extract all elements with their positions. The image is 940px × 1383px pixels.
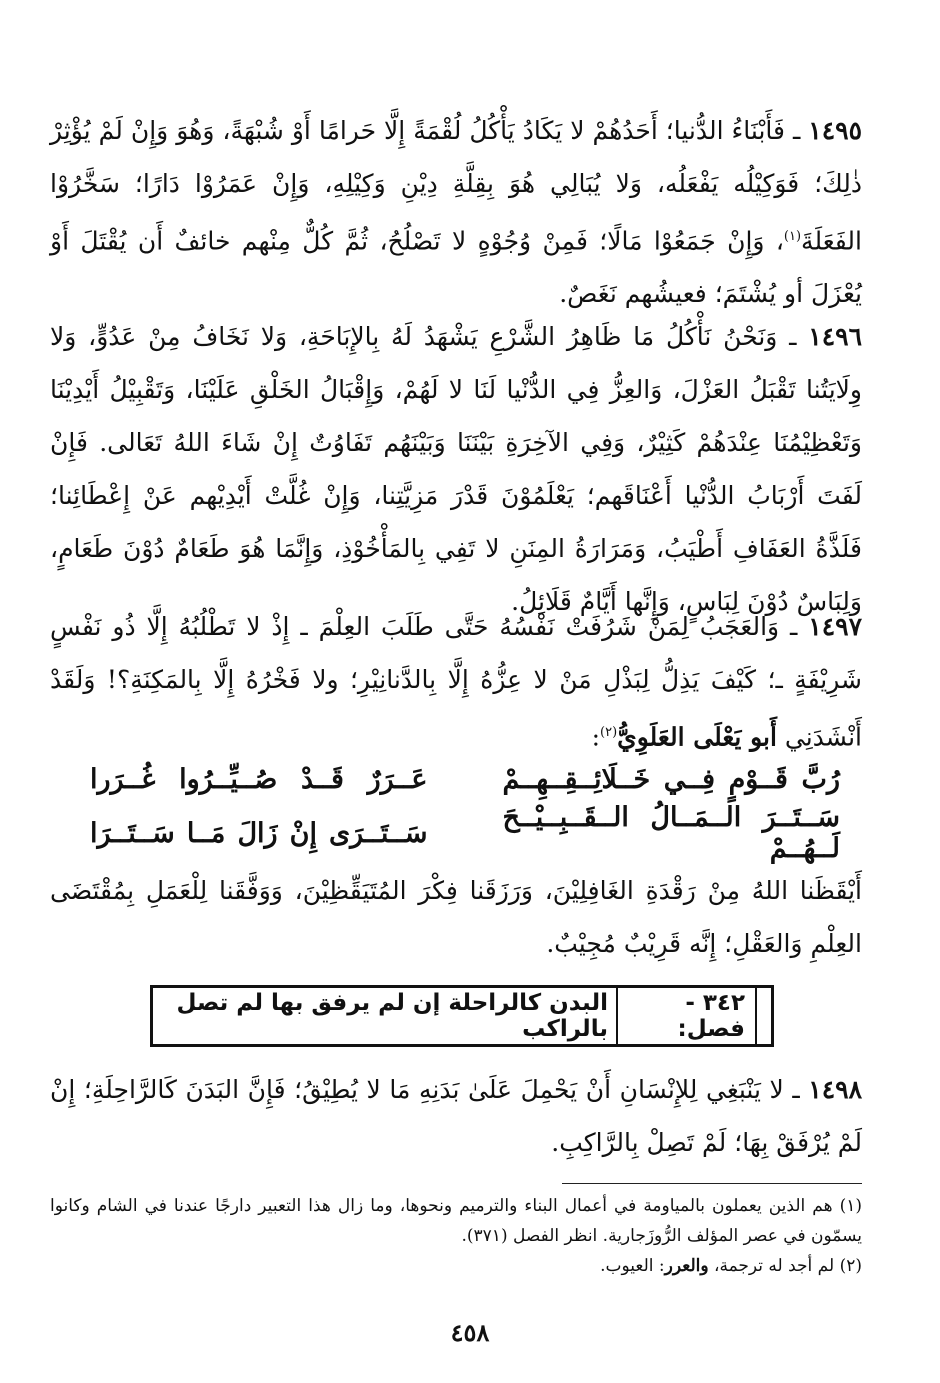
page-number: ٤٥٨ [450,1318,490,1347]
footnote-2-prefix: (٢) لم أجد له ترجمة، [708,1256,862,1276]
chapter-title: البدن كالراحلة إن لم يرفق بها لم تصل بالراكب [176,990,608,1042]
footnote-2-term: والعرر [664,1256,709,1276]
chapter-heading [153,986,757,1046]
footnote-1: (١) هم الذين يعملون بالمياومة في أعمال البناء والترميم ونحوها، وما زال هذا التعبير دارجًا عندنا في الشام وكانوا يسمّون في عصر المؤلف الرُّوزَجارية. انظر الفصل (٣٧١). [50,1196,862,1246]
paragraph-number: ١٤٩٥ [808,116,862,145]
poem [90,752,840,864]
paragraph-1496 [50,310,862,628]
paragraph-number: ١٤٩٧ [808,612,862,641]
paragraph-number: ١٤٩٨ [808,1075,862,1104]
footnote-divider [562,1183,862,1184]
supplication-paragraph: أَيْقَظَنا اللهُ مِنْ رَقْدَةِ الغَافِلِيْنَ، وَرَزَقَنا فِكْرَ المُتَيَقِّظِيْنَ، وَوَفَّقَنا لِلْعَمَلِ بِمُقْتَضَى العِلْمِ وَالعَقْلِ؛ إِنَّه قَرِيْبٌ مُجِيْبٌ. [50,876,862,958]
footnote-2 [50,1251,862,1281]
verse-second-hemistich: سَــتَــرَى إِنْ زَالَ مَــا سَــتَــرَا [90,817,428,849]
paragraph-1497 [50,600,862,763]
footnote-2-suffix: : العيوب. [600,1256,665,1276]
paragraph-text: ـ وَنَحْنُ نَأْكُلُ مَا ظَاهِرُ الشَّرْعِ يَشْهَدُ لَهُ بِالإِبَاحَةِ، وَلا نَخَافُ مِنْ عَدُوٍّ، وَلا وِلَايَتُنا تَقْبَلُ العَزْلَ، وَالعِزُّ فِي الدُّنْيا لَنَا لا لَهُمْ، وَإِقْبَالُ الخَلْقِ عَلَيْنَا، وَتَقْبِيْلُ أَيْدِيْنَا وَتَعْظِيْمُنَا عِنْدَهُمْ كَثِيْرٌ، وَفِي الآخِرَةِ بَيْنَنَا وَبَيْنَهُم تَفَاوُتٌ إِنْ شَاءَ اللهُ تَعَالى. فَإِنْ لَفَتَ أَرْبَابُ الدُّنْيا أَعْنَاقَهم؛ يَعْلَمُوْنَ قَدْرَ مَزِيَّتِنا، وَإِنْ غُلَّتْ أَيْدِيْهم عَنْ إِعْطَائِنا؛ فَلَذَّةُ العَفَافِ أَطْيَبُ، وَمَرَارَةُ المِنَنِ لا تَفِي بِالمَأْخُوْذِ، وَإِنَّمَا هُوَ طَعَامٌ دُوْنَ طَعَامٍ، وَلِبَاسٌ دُوْنَ لِبَاسٍ، وَإِنَّها أَيَّامٌ قَلَائِلُ. [50,322,862,616]
paragraph-1498 [50,1063,862,1169]
footnote-marker: (٢) [600,725,618,740]
chapter-heading-box [150,985,774,1047]
verse-first-hemistich: رُبَّ قَــوْمٍ فِــي خَــلَائِــقِــهِــمْ [502,763,840,795]
paragraph-text: ـ لا يَنْبَغِي لِلإِنْسَانِ أَنْ يَحْمِلَ عَلَىٰ بَدَنِهِ مَا لا يُطِيْقُ؛ فَإِنَّ البَدَنَ كَالرَّاحِلَةِ؛ إِنْ لَمْ يُرْفَقْ بِهَا؛ لَمْ تَصِلْ بِالرَّاكِبِ. [50,1075,862,1157]
paragraph-text-continued: ، وَإِنْ جَمَعُوْا مَالًا؛ فَمِنْ وُجُوْهٍ لا تَصْلُحُ، ثُمَّ كُلٌّ مِنْهم خائفٌ أَن يُقْتَلَ أَوْ يُعْزَلَ أو يُشْتَمَ؛ فعيشُهم نَغَصٌ. [50,226,862,309]
footnotes [50,1191,862,1281]
verse-first-hemistich: سَــتَــرَ الــمَــالُ الــقَــبِــيْــحَ لَــهُــمْ [502,802,840,864]
poem-verse [90,752,840,806]
paragraph-number: ١٤٩٦ [808,322,862,351]
footnote-marker: (١) [783,229,802,244]
chapter-number: ٣٤٢ - فصل: [616,986,757,1046]
poem-verse [90,802,840,864]
paragraph-text: ـ فَأَبْنَاءُ الدُّنيا؛ أَحَدُهُمْ لا يَكَادُ يَأْكُلُ لُقْمَةً إِلَّا حَرامًا أَوْ شُبْهَةً، وَهُوَ وَإِنْ لَمْ يُؤْثِرْ ذٰلِكَ؛ فَوَكِيْلُه يَفْعَلُه، وَلا يُبَالِي هُوَ بِقِلَّةِ دِيْنِ وَكِيْلِهِ، وَإِنْ عَمَرُوْا دَارًا؛ سَخَّرُوْا الفَعَلَةَ [50,116,862,256]
paragraph-text-continued: : [591,722,601,752]
poet-name: أَبو يَعْلَى العَلَوِيُّ [617,722,777,752]
paragraph-text: ـ وَالعَجَبُ لِمَنْ شَرُفَتْ نَفْسُهُ حَتَّى طَلَبَ العِلْمَ ـ إِذْ لا تَطْلُبُهُ إِلَّا ذُو نَفْسٍ شَرِيْفَةٍ ـ؛ كَيْفَ يَذِلُّ لِبَذْلِ مَنْ لا عِزُّهُ إِلَّا بِالدَّنانِيْرِ؛ ولا فَخْرُهُ إِلَّا بِالمَكِنَةِ؟! وَلَقَدْ أَنْشَدَنِي [50,612,862,752]
verse-second-hemistich: عَــرَرٌ قَــدْ صُــيِّــرُوا غُــرَرا [90,763,428,795]
paragraph-1495 [50,104,862,320]
